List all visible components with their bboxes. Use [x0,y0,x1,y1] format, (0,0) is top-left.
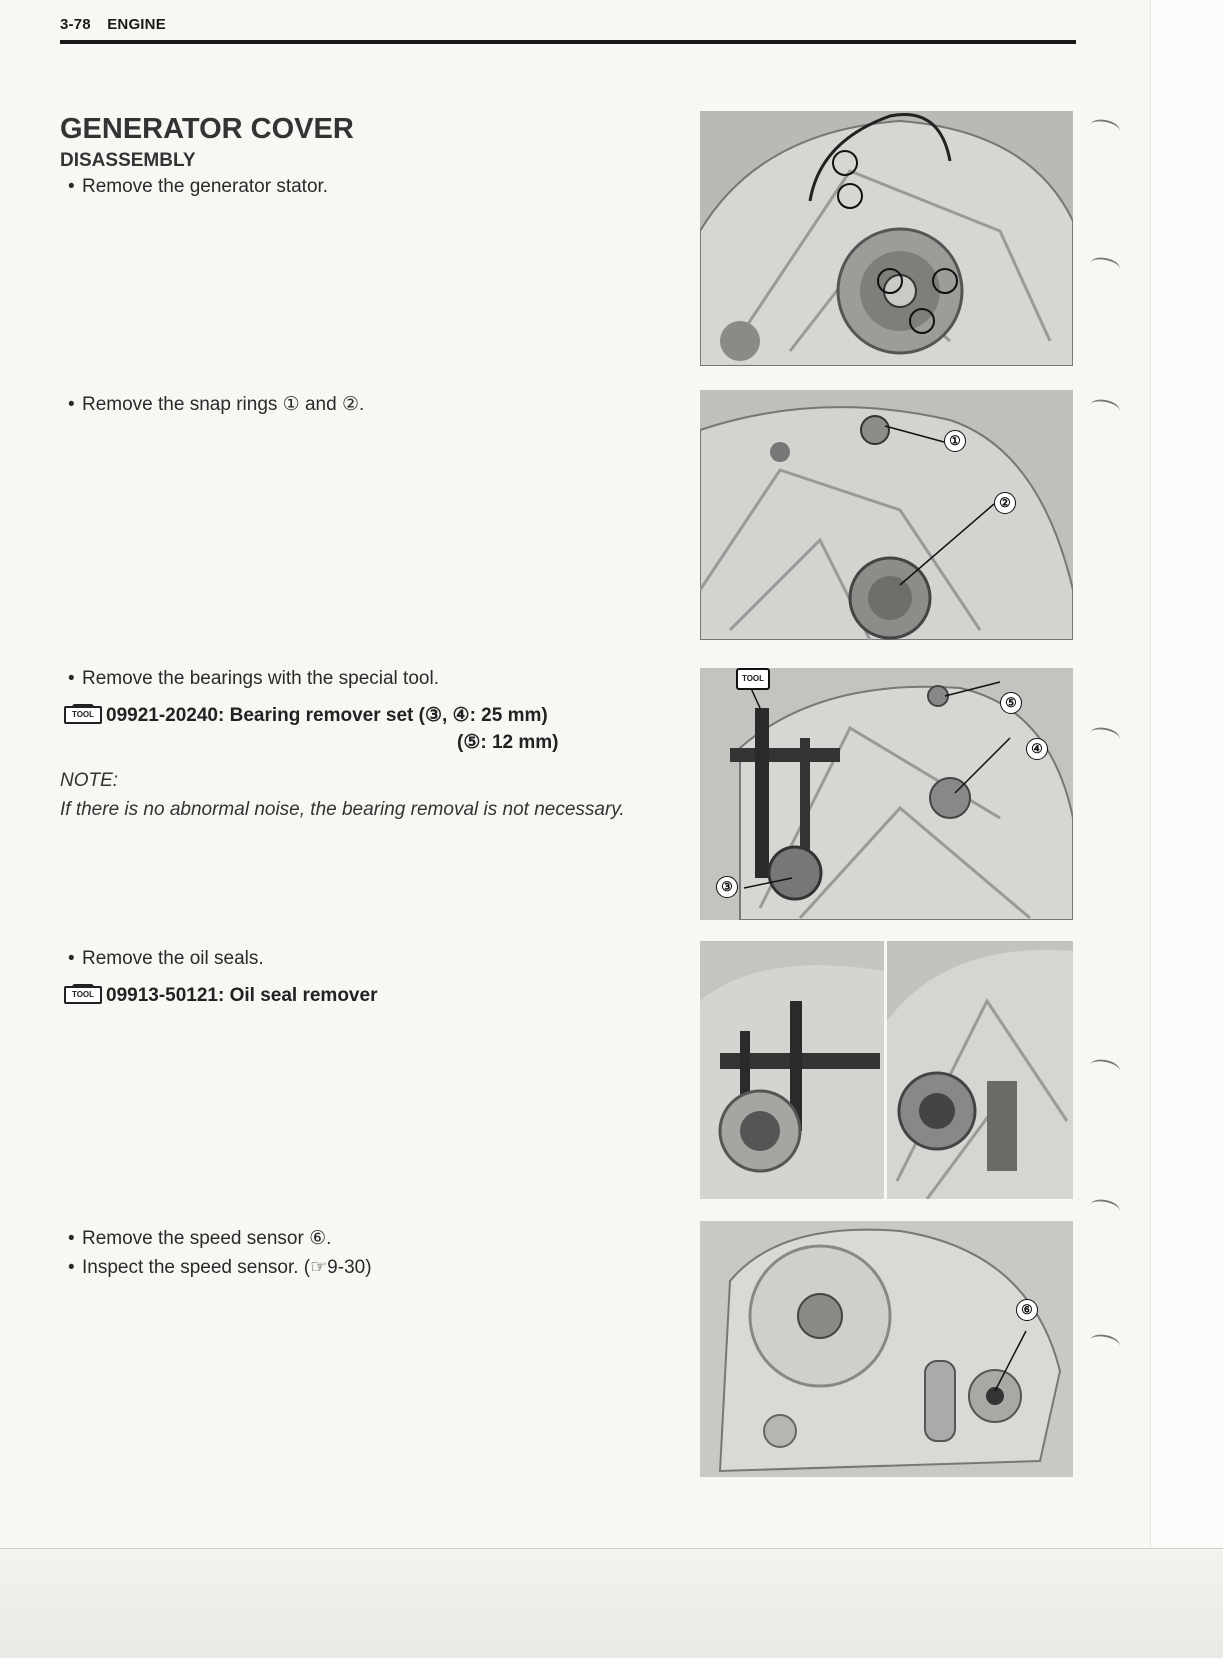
margin-mark [1089,1332,1122,1354]
margin-mark [1089,1057,1122,1079]
callout-6: ⑥ [1016,1299,1038,1321]
callout-5: ⑤ [1000,692,1022,714]
running-header [60,16,166,33]
section-name: ENGINE [107,16,166,33]
callout-3: ③ [716,876,738,898]
tool-icon: TOOL [64,704,100,724]
margin-mark [1089,725,1122,747]
photo-snap-rings [700,390,1073,640]
note-label: NOTE: [60,770,119,791]
photo-speed-sensor [700,1221,1073,1477]
page-title: GENERATOR COVER [60,113,354,145]
section-subtitle: DISASSEMBLY [60,150,196,171]
step-inspect-speed-sensor: • Inspect the speed sensor. (☞9-30) [68,1257,372,1278]
margin-mark [1089,397,1122,419]
note-text: If there is no abnormal noise, the bearing removal is not necessary. [60,799,625,820]
step-remove-bearings: • Remove the bearings with the special tool. [68,668,439,689]
tool-badge: TOOL [736,668,770,690]
photo-bearing-removal [700,668,1073,920]
step-remove-oil-seals: • Remove the oil seals. [68,948,264,969]
tool-bearing-remover-sub: (⑤: 12 mm) [457,732,559,753]
callout-4: ④ [1026,738,1048,760]
photo-generator-stator [700,111,1073,366]
page-edge [1150,0,1223,1657]
margin-mark [1089,255,1122,277]
step-remove-speed-sensor: • Remove the speed sensor ⑥. [68,1228,332,1249]
tool-icon: TOOL [64,984,100,1004]
page-bottom-shadow [0,1548,1223,1658]
header-rule [60,40,1076,44]
tool-bearing-remover: TOOL 09921-20240: Bearing remover set (③, ④: 25 mm) [64,704,548,727]
step-remove-snap-rings: • Remove the snap rings ① and ②. [68,394,365,415]
step-remove-stator: • Remove the generator stator. [68,176,329,197]
margin-mark [1089,1197,1122,1219]
photo-oil-seal [887,941,1073,1199]
page-number: 3-78 [60,16,91,33]
callout-2: ② [994,492,1016,514]
margin-mark [1089,117,1122,139]
tool-oil-seal-remover: TOOL 09913-50121: Oil seal remover [64,984,377,1007]
callout-1: ① [944,430,966,452]
photo-oil-seal-remover [700,941,884,1199]
